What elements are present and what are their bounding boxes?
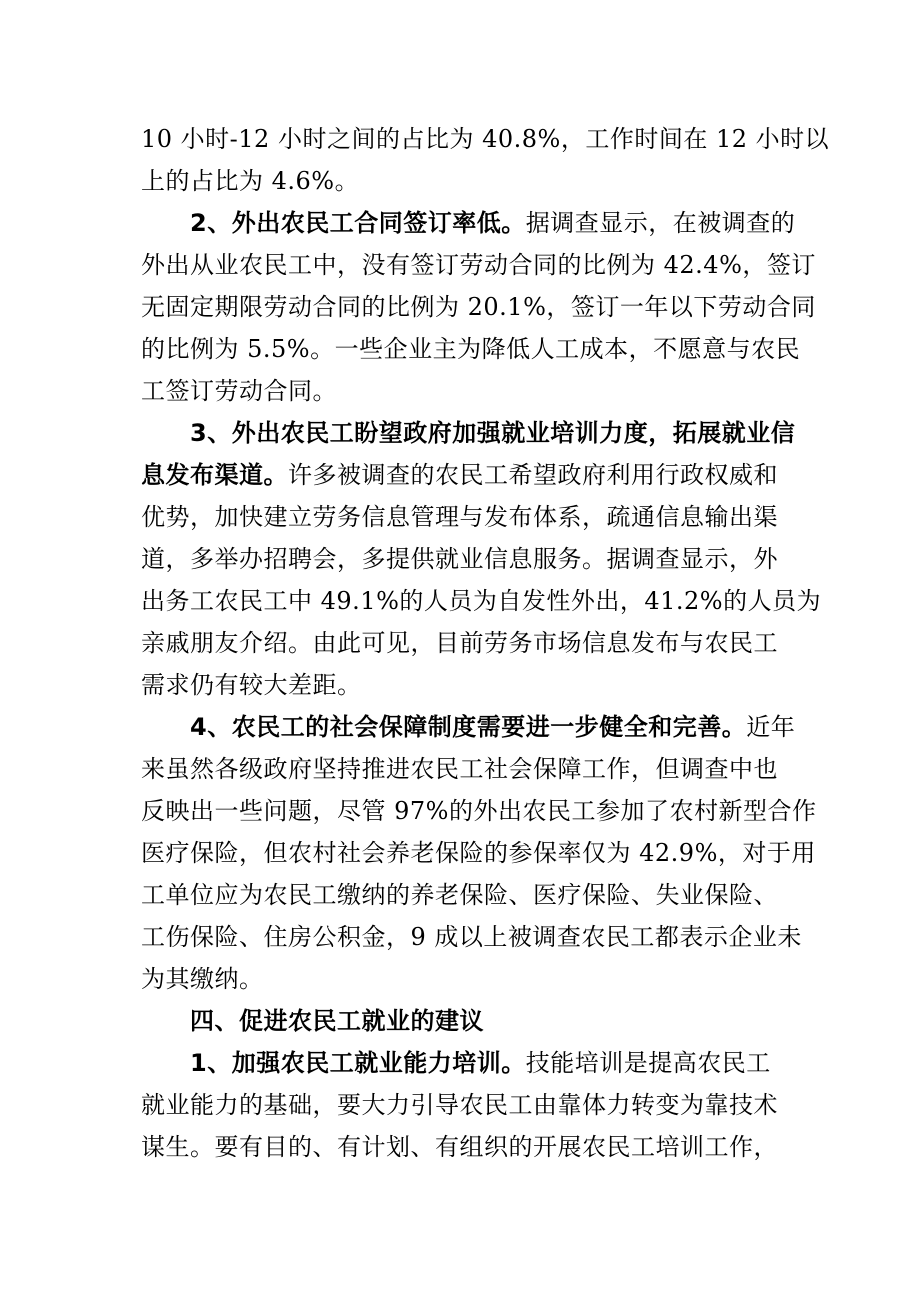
line-text: 需求仍有较大差距。 [141, 671, 362, 699]
line-text: 来虽然各级政府坚持推进农民工社会保障工作，但调查中也 [141, 755, 778, 783]
line-text: 无固定期限劳动合同的比例为 20.1%，签订一年以下劳动合同 [141, 293, 816, 321]
paragraph-line [141, 374, 791, 408]
line-text: 出务工农民工中 49.1%的人员为自发性外出，41.2%的人员为 [141, 587, 822, 615]
paragraph-line [141, 1130, 791, 1164]
line-text: 工签订劳动合同。 [141, 377, 337, 405]
line-text: 10 小时-12 小时之间的占比为 40.8%，工作时间在 12 小时以 [141, 125, 830, 153]
section-3-line [190, 416, 840, 450]
line-text: 亲戚朋友介绍。由此可见，目前劳务市场信息发布与农民工 [141, 629, 778, 657]
line-text: 据调查显示，在被调查的 [525, 209, 796, 237]
line-text: 许多被调查的农民工希望政府利用行政权威和 [288, 461, 778, 489]
suggestion-1-heading: 1、加强农民工就业能力培训。 [190, 1049, 526, 1077]
section-3-line-2 [141, 458, 791, 492]
section-3-heading-cont: 息发布渠道。 [141, 461, 288, 489]
paragraph-line [141, 962, 791, 996]
section-4-heading: 4、农民工的社会保障制度需要进一步健全和完善。 [190, 713, 747, 741]
suggestion-1-line [190, 1046, 840, 1080]
line-text: 反映出一些问题，尽管 97%的外出农民工参加了农村新型合作 [141, 797, 817, 825]
paragraph-line [141, 794, 817, 828]
section-4-line [190, 710, 840, 744]
paragraph-line [141, 584, 822, 618]
line-text: 近年 [746, 713, 796, 741]
paragraph-line [141, 920, 802, 954]
line-text: 工伤保险、住房公积金，9 成以上被调查农民工都表示企业未 [141, 923, 802, 951]
chapter-heading: 四、促进农民工就业的建议 [190, 1007, 484, 1035]
line-text: 谋生。要有目的、有计划、有组织的开展农民工培训工作， [141, 1133, 778, 1161]
line-text: 就业能力的基础，要大力引导农民工由靠体力转变为靠技术 [141, 1091, 778, 1119]
paragraph-line [141, 752, 791, 786]
paragraph-line [141, 500, 791, 534]
line-text: 上的占比为 4.6%。 [141, 167, 360, 195]
section-3-heading: 3、外出农民工盼望政府加强就业培训力度，拓展就业信 [190, 419, 796, 447]
paragraph-line [141, 248, 816, 282]
line-text: 道，多举办招聘会，多提供就业信息服务。据调查显示，外 [141, 545, 778, 573]
paragraph-line [141, 542, 791, 576]
line-text: 优势，加快建立劳务信息管理与发布体系，疏通信息输出渠 [141, 503, 778, 531]
section-2-heading: 2、外出农民工合同签订率低。 [190, 209, 526, 237]
line-text: 技能培训是提高农民工 [525, 1049, 771, 1077]
paragraph-line [141, 332, 801, 366]
section-2-line [190, 206, 840, 240]
line-text: 医疗保险，但农村社会养老保险的参保率仅为 42.9%，对于用 [141, 839, 816, 867]
paragraph-line [141, 122, 830, 156]
line-text: 工单位应为农民工缴纳的养老保险、医疗保险、失业保险、 [141, 881, 778, 909]
paragraph-line [141, 290, 816, 324]
paragraph-line [141, 668, 791, 702]
paragraph-line [141, 164, 791, 198]
paragraph-line [141, 626, 791, 660]
line-text: 为其缴纳。 [141, 965, 264, 993]
line-text: 外出从业农民工中，没有签订劳动合同的比例为 42.4%，签订 [141, 251, 816, 279]
paragraph-line [141, 1088, 791, 1122]
chapter-heading-line [190, 1004, 840, 1038]
paragraph-line [141, 836, 816, 870]
paragraph-line [141, 878, 791, 912]
line-text: 的比例为 5.5%。一些企业主为降低人工成本，不愿意与农民 [141, 335, 801, 363]
